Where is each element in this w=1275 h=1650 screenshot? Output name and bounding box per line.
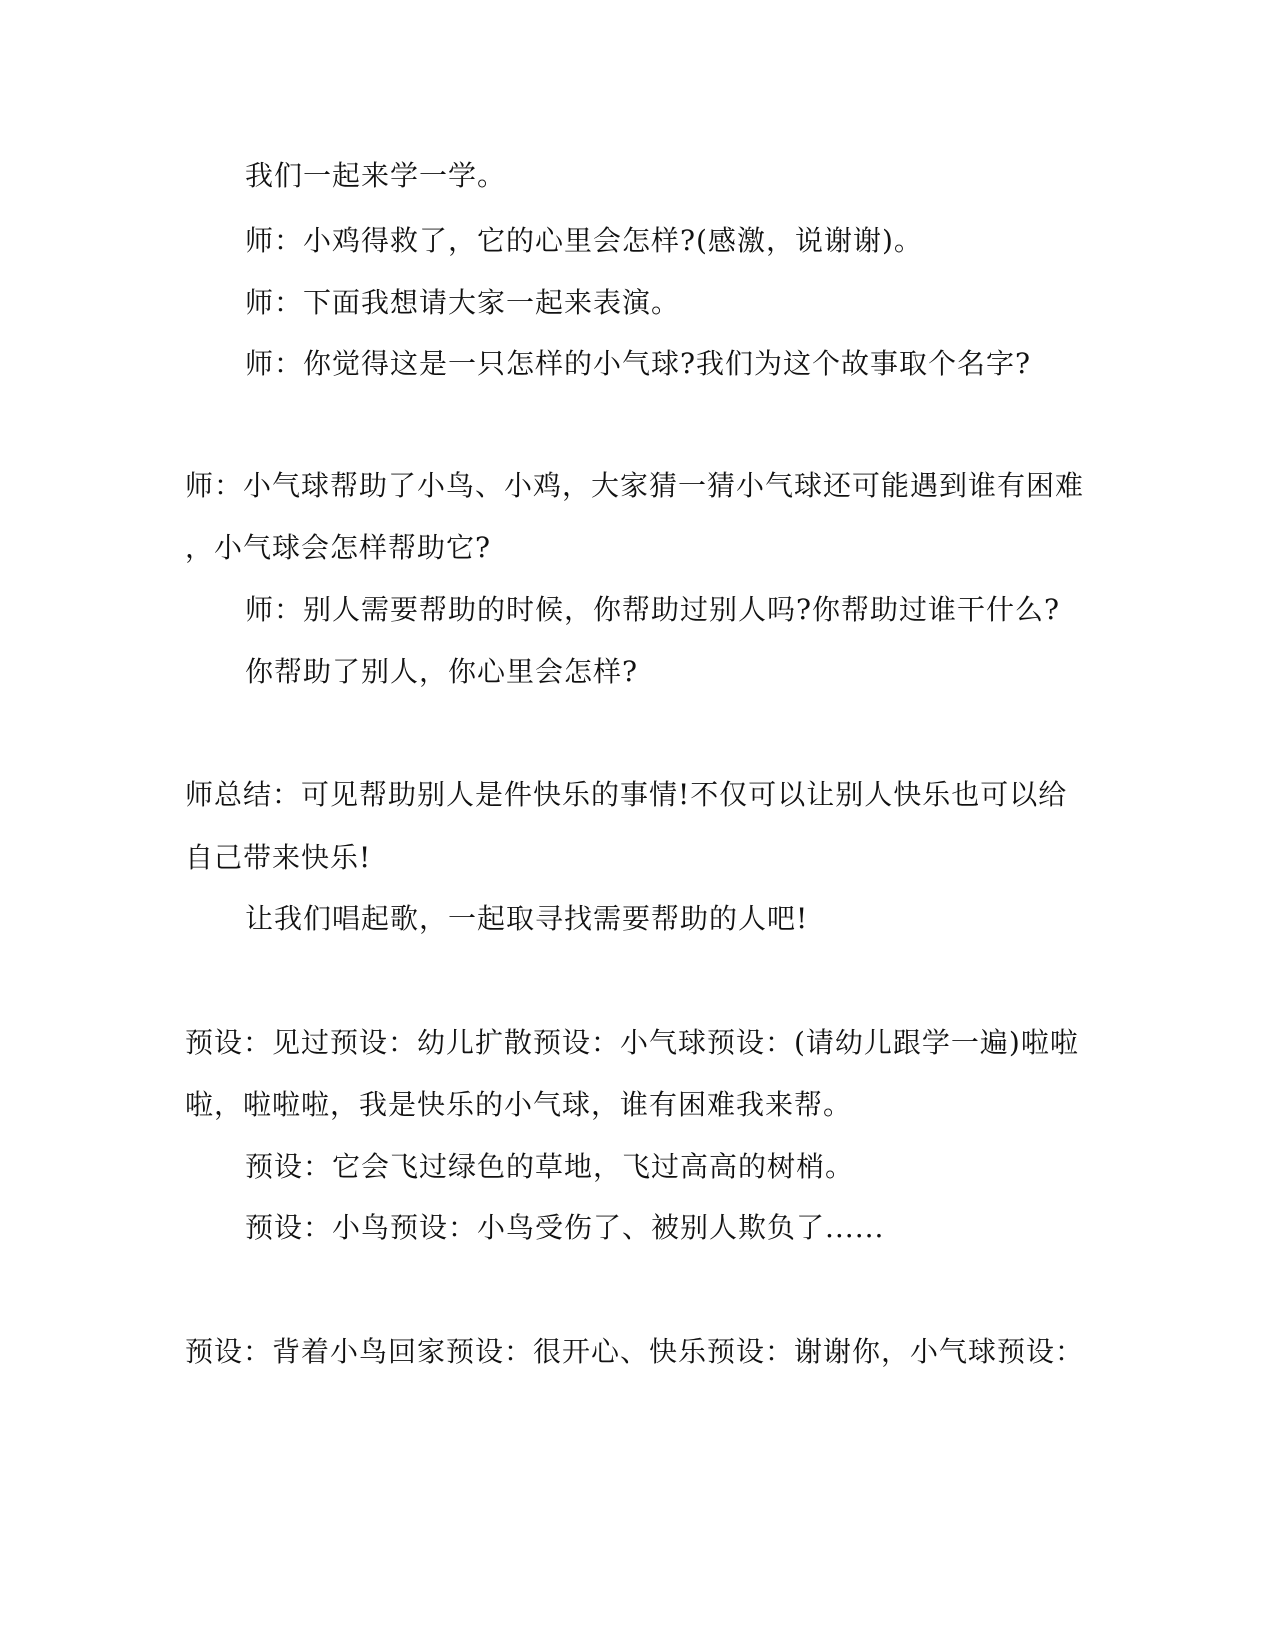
text-line: 师：别人需要帮助的时候，你帮助过别人吗?你帮助过谁干什么? <box>245 593 1061 626</box>
text-line: ，小气球会怎样帮助它? <box>185 531 492 564</box>
text-line: 预设：它会飞过绿色的草地，飞过高高的树梢。 <box>245 1150 855 1183</box>
text-line: 师：你觉得这是一只怎样的小气球?我们为这个故事取个名字? <box>245 347 1032 380</box>
text-line: 我们一起来学一学。 <box>245 159 507 192</box>
text-line: 自己带来快乐! <box>185 841 372 874</box>
text-line: 师：下面我想请大家一起来表演。 <box>245 286 681 319</box>
text-line: 师：小气球帮助了小鸟、小鸡，大家猜一猜小气球还可能遇到谁有困难 <box>185 469 1085 502</box>
text-line: 你帮助了别人，你心里会怎样? <box>245 655 639 688</box>
text-line: 师总结：可见帮助别人是件快乐的事情!不仅可以让别人快乐也可以给 <box>185 778 1068 811</box>
text-line: 预设：见过预设：幼儿扩散预设：小气球预设：(请幼儿跟学一遍)啦啦 <box>185 1026 1079 1059</box>
text-line: 预设：背着小鸟回家预设：很开心、快乐预设：谢谢你，小气球预设： <box>185 1335 1085 1368</box>
text-line: 啦，啦啦啦，我是快乐的小气球，谁有困难我来帮。 <box>185 1088 853 1121</box>
text-line: 预设：小鸟预设：小鸟受伤了、被别人欺负了...... <box>245 1211 885 1244</box>
text-line: 让我们唱起歌，一起取寻找需要帮助的人吧! <box>245 902 809 935</box>
text-line: 师：小鸡得救了，它的心里会怎样?(感激，说谢谢)。 <box>245 224 923 257</box>
